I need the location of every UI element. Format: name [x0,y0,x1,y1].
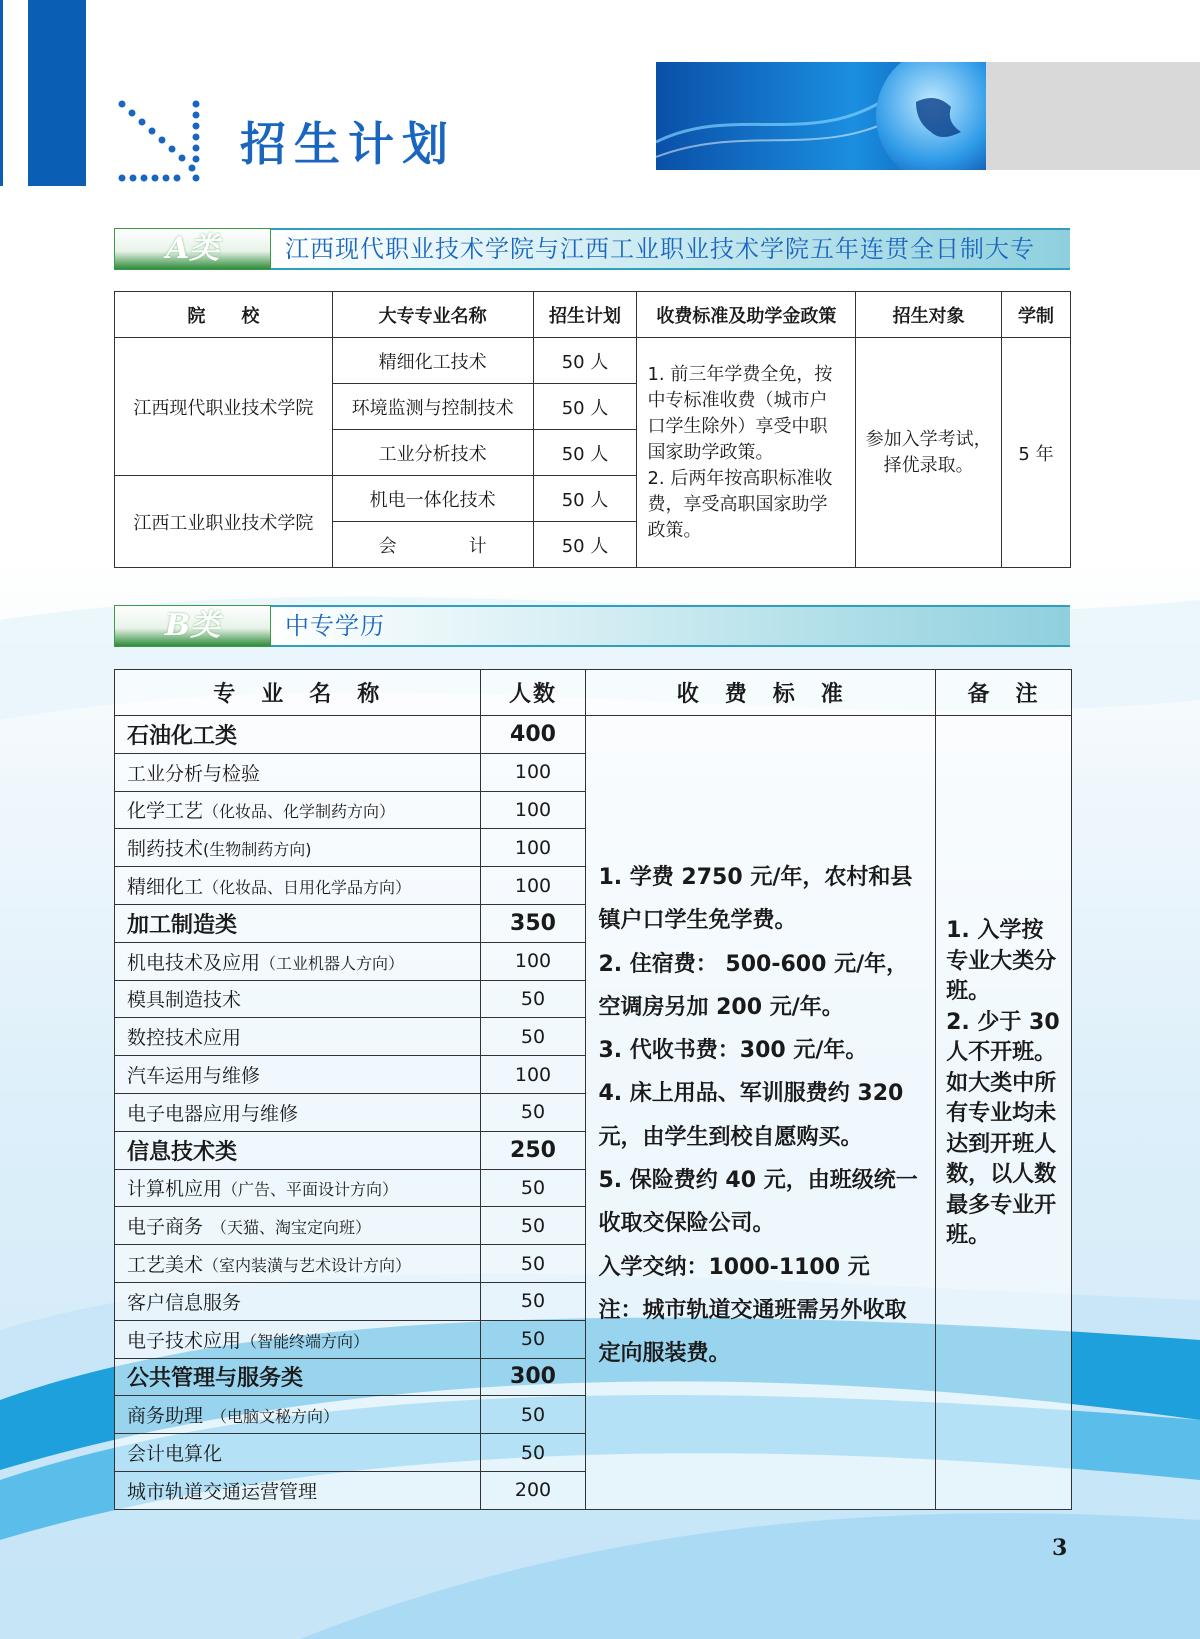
enrollment-count: 50 [480,1434,586,1472]
major-name: 工艺美术 [127,1254,204,1277]
header-blue-bar [28,0,86,186]
table-a-header: 招生对象 [856,292,1002,338]
enrollment-count: 100 [480,753,586,791]
table-a-header: 大专专业名称 [332,292,533,338]
major-name-cell [115,1396,481,1434]
major-name-cell [115,716,481,754]
plan-count: 50 人 [533,338,637,384]
major-name: 汽车运用与维修 [127,1065,261,1088]
remark-item: 2. 少于 30 人不开班。如大类中所有专业均未达到开班人数，以人数最多专业开班。 [946,1009,1060,1248]
major-name-cell [115,753,481,791]
major-name: 会计电算化 [127,1443,223,1466]
enrollment-count: 100 [480,829,586,867]
table-b-header: 人数 [480,670,586,716]
enrollment-count: 50 [480,1282,586,1320]
arrow-down-right-icon [116,98,206,184]
enrollment-count: 300 [480,1358,586,1396]
major-direction: （化妆品、日用化学品方向） [203,878,412,898]
enrollment-count: 250 [480,1131,586,1169]
enrollment-count: 50 [480,1207,586,1245]
major-name-cell [115,1320,481,1358]
enrollment-count: 50 [480,980,586,1018]
major-name-cell [115,1018,481,1056]
major-name: 工业分析与检验 [127,762,261,785]
banner-gray-panel [986,62,1200,170]
major-name: 加工制造类 [127,912,238,938]
major-name-cell [115,1056,481,1094]
table-a-header-row [115,292,1071,338]
table-b-header: 备 注 [936,670,1072,716]
section-a-header [114,228,1070,270]
major-name-cell [115,1207,481,1245]
major-name-cell [115,1169,481,1207]
section-a-title: 江西现代职业技术学院与江西工业职业技术学院五年连贯全日制大专 [285,235,1035,263]
major-name-cell [115,1434,481,1472]
major-name-cell [115,1471,481,1509]
remark-item: 1. 入学按专业大类分班。 [946,918,1057,1004]
section-b-title: 中专学历 [285,612,385,640]
enrollment-count: 50 [480,1320,586,1358]
policy-item: 1. 前三年学费全免，按中专标准收费（城市户口学生除外）享受中职国家助学政策。 [647,363,833,463]
major-name-cell [115,867,481,905]
major-direction: （天猫、淘宝定向班） [203,1218,372,1238]
policy-cell [637,338,856,568]
section-b-tag: B类 [114,605,271,647]
table-a-header: 院 校 [115,292,333,338]
fee-standard-cell [586,716,936,1510]
enrollment-count: 400 [480,716,586,754]
section-a-tag: A类 [114,228,271,270]
table-b-header-row [115,670,1072,716]
page-title: 招生计划 [240,117,456,171]
major-name-cell [115,791,481,829]
major-name: 信息技术类 [127,1139,238,1165]
enrollment-count: 50 [480,1245,586,1283]
duration-cell: 5 年 [1002,338,1071,568]
major-name-cell [115,980,481,1018]
section-a-bar [271,228,1070,270]
section-b-header [114,605,1070,647]
table-a-header: 收费标准及助学金政策 [637,292,856,338]
enrollment-count: 50 [480,1018,586,1056]
major-name-cell [115,829,481,867]
plan-count: 50 人 [533,522,637,568]
enrollment-count: 50 [480,1169,586,1207]
major-direction: （电脑文秘方向） [203,1407,340,1427]
plan-count: 50 人 [533,476,637,522]
enrollment-count: 100 [480,942,586,980]
target-cell: 参加入学考试，择优录取。 [856,338,1002,568]
table-b [114,669,1072,1510]
enrollment-count: 50 [480,1396,586,1434]
fee-item: 3. 代收书费：300 元/年。 [598,1038,868,1064]
table-b-header: 收 费 标 准 [586,670,936,716]
enrollment-count: 200 [480,1471,586,1509]
major-name: 商务助理 [127,1405,204,1428]
major-name: 制药技术 [127,838,204,861]
fee-item: 5. 保险费约 40 元，由班级统一收取交保险公司。 [598,1168,918,1237]
page-number: 3 [1052,1535,1068,1561]
policy-item: 2. 后两年按高职标准收费，享受高职国家助学政策。 [647,467,833,541]
globe-banner-image [656,62,986,170]
enrollment-count: 50 [480,1093,586,1131]
enrollment-count: 350 [480,904,586,942]
major-name: 精细化工技术 [332,338,533,384]
edge-stripe [0,0,3,186]
major-name-cell [115,1093,481,1131]
category-row [115,716,1072,754]
major-name-cell [115,904,481,942]
table-a-header: 学制 [1002,292,1071,338]
major-name: 会 计 [332,522,533,568]
major-direction: （室内装潢与艺术设计方向） [203,1256,412,1276]
major-name: 数控技术应用 [127,1027,242,1050]
table-row [115,338,1071,384]
plan-count: 50 人 [533,430,637,476]
major-direction: (生物制药方向) [203,840,312,860]
school-name: 江西工业职业技术学院 [115,476,333,568]
fee-item: 1. 学费 2750 元/年，农村和县镇户口学生免学费。 [598,865,913,934]
major-name: 公共管理与服务类 [127,1366,304,1392]
major-name: 机电一体化技术 [332,476,533,522]
major-name-cell [115,1131,481,1169]
major-name: 环境监测与控制技术 [332,384,533,430]
enrollment-count: 100 [480,1056,586,1094]
fee-item: 2. 住宿费： 500-600 元/年，空调房另加 200 元/年。 [598,951,909,1020]
major-name: 电子商务 [127,1216,204,1239]
major-name: 精细化工 [127,876,204,899]
fee-item: 4. 床上用品、军训服费约 320 元，由学生到校自愿购买。 [598,1081,904,1150]
table-a [114,291,1071,568]
major-name: 电子电器应用与维修 [127,1102,299,1125]
major-direction: （智能终端方向） [241,1331,370,1351]
major-name-cell [115,1245,481,1283]
major-direction: （工业机器人方向） [260,953,405,973]
major-name: 计算机应用 [127,1178,223,1201]
major-name: 模具制造技术 [127,989,242,1012]
major-name: 石油化工类 [127,723,238,749]
fee-total: 入学交纳：1000-1100 元 [598,1254,870,1280]
enrollment-count: 100 [480,791,586,829]
remarks-cell [936,716,1072,1510]
school-name: 江西现代职业技术学院 [115,338,333,476]
section-b-bar [271,605,1070,647]
enrollment-count: 100 [480,867,586,905]
major-name: 客户信息服务 [127,1291,242,1314]
fee-note: 注：城市轨道交通班需另外收取定向服装费。 [598,1297,907,1367]
major-name: 工业分析技术 [332,430,533,476]
table-b-header: 专 业 名 称 [115,670,481,716]
major-name-cell [115,1358,481,1396]
plan-count: 50 人 [533,384,637,430]
table-a-header: 招生计划 [533,292,637,338]
major-name-cell [115,1282,481,1320]
major-name: 城市轨道交通运营管理 [127,1480,318,1503]
major-direction: （广告、平面设计方向） [222,1180,399,1200]
major-name: 机电技术及应用 [127,951,261,974]
major-name: 化学工艺 [127,800,204,823]
major-name: 电子技术应用 [127,1329,242,1352]
major-direction: （化妆品、化学制药方向） [203,802,396,822]
major-name-cell [115,942,481,980]
